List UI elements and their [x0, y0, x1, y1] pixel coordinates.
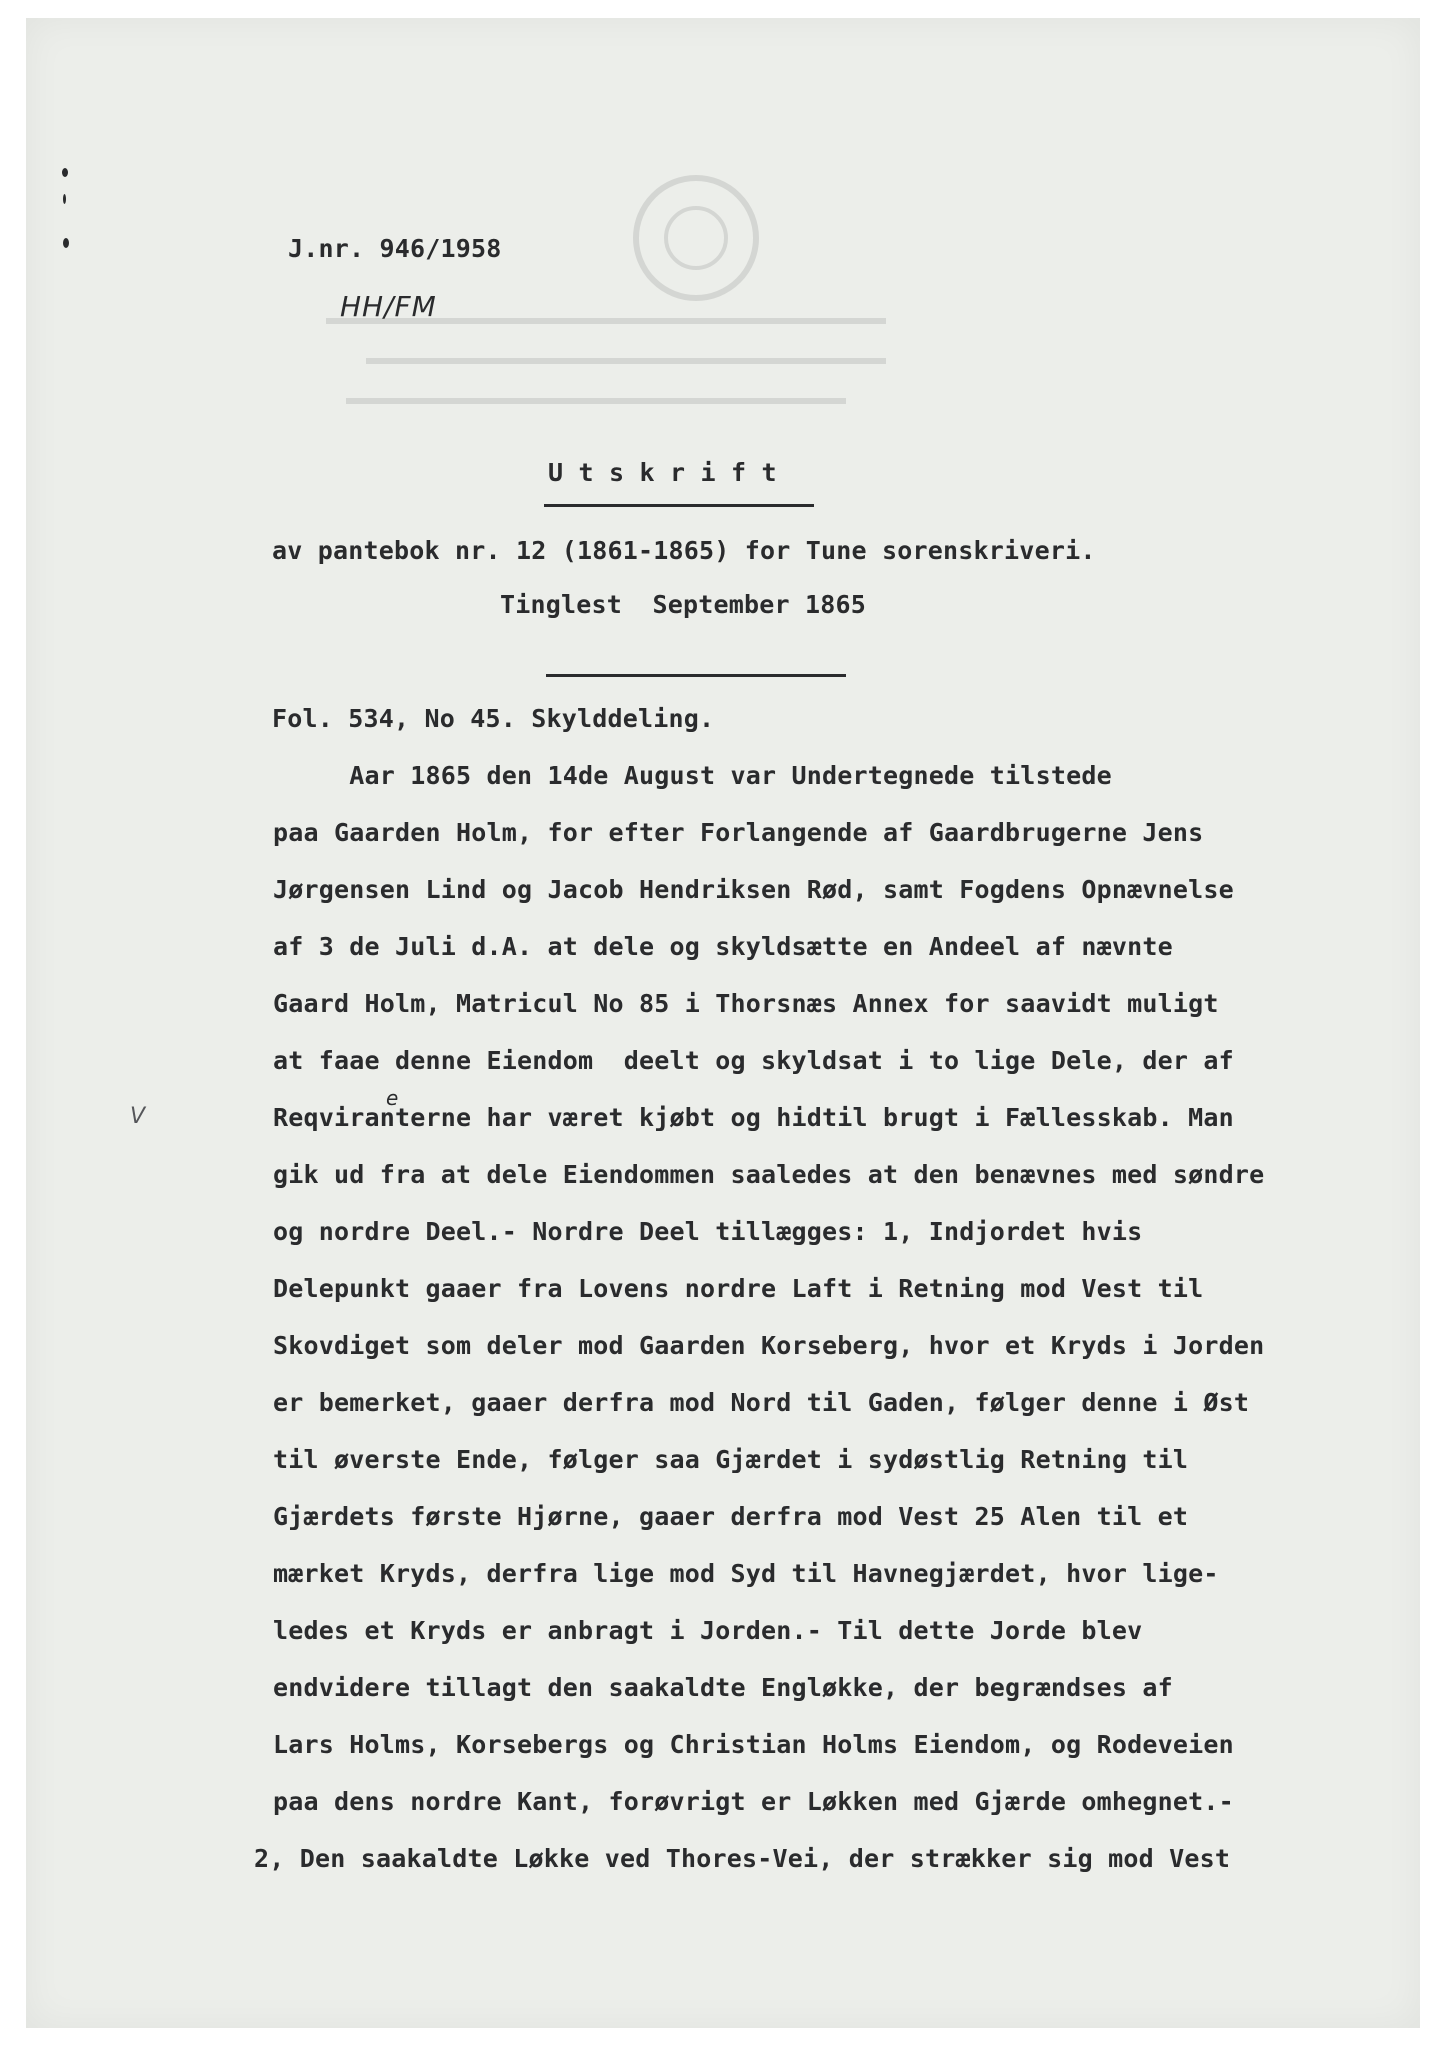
text-line: at faae denne Eiendom deelt og skyldsat i to lige Dele, der af: [273, 1046, 1234, 1075]
paper-sheet: [26, 18, 1420, 2028]
text-line: Skovdiget som deler mod Gaarden Korseberg, hvor et Kryds i Jorden: [273, 1331, 1265, 1360]
text-line: gik ud fra at dele Eiendommen saaledes at den benævnes med søndre: [273, 1160, 1265, 1189]
text-line: Aar 1865 den 14de August var Undertegnede tilstede: [273, 761, 1112, 790]
margin-tick-mark: V: [130, 1104, 147, 1129]
document-heading: U t s k r i f t: [548, 458, 777, 487]
folio-reference: Fol. 534, No 45. Skylddeling.: [272, 704, 715, 733]
text-line: Reqviranterne har været kjøbt og hidtil brugt i Fællesskab. Man: [273, 1103, 1234, 1132]
text-line: paa dens nordre Kant, forøvrigt er Løkken med Gjærde omhegnet.-: [273, 1787, 1234, 1816]
handwritten-initials: HH/FM: [340, 290, 437, 323]
text-line: paa Gaarden Holm, for efter Forlangende af Gaardbrugerne Jens: [273, 818, 1204, 847]
text-line: ledes et Kryds er anbragt i Jorden.- Til dette Jorde blev: [273, 1616, 1143, 1645]
text-line: Gjærdets første Hjørne, gaaer derfra mod Vest 25 Alen til et: [273, 1502, 1189, 1531]
text-line: endvidere tillagt den saakaldte Engløkke, der begrændses af: [273, 1673, 1173, 1702]
registration-date: Tinglest September 1865: [500, 590, 867, 619]
text-line: Jørgensen Lind og Jacob Hendriksen Rød, samt Fogdens Opnævnelse: [273, 875, 1234, 904]
margin-punch-mark: [62, 168, 68, 177]
correction-mark: e: [386, 1086, 400, 1110]
margin-punch-mark: [63, 194, 66, 204]
text-line: Delepunkt gaaer fra Lovens nordre Laft i Retning mod Vest til: [273, 1274, 1204, 1303]
text-line-last: 2, Den saakaldte Løkke ved Thores-Vei, der strækker sig mod Vest: [254, 1844, 1231, 1873]
source-reference: av pantebok nr. 12 (1861-1865) for Tune sorenskriveri.: [272, 536, 1096, 565]
text-line: og nordre Deel.- Nordre Deel tillægges: 1, Indjordet hvis: [273, 1217, 1143, 1246]
text-line: Lars Holms, Korsebergs og Christian Holms Eiendom, og Rodeveien: [273, 1730, 1234, 1759]
section-divider: [546, 674, 846, 677]
heading-underline: [544, 504, 814, 507]
text-line: af 3 de Juli d.A. at dele og skyldsætte en Andeel af nævnte: [273, 932, 1173, 961]
text-line: er bemerket, gaaer derfra mod Nord til Gaden, følger denne i Øst: [273, 1388, 1250, 1417]
margin-punch-mark: [63, 238, 69, 248]
text-line: Gaard Holm, Matricul No 85 i Thorsnæs Annex for saavidt muligt: [273, 989, 1219, 1018]
text-line: mærket Kryds, derfra lige mod Syd til Havnegjærdet, hvor lige-: [273, 1559, 1219, 1588]
journal-number: J.nr. 946/1958: [288, 234, 502, 263]
text-line: til øverste Ende, følger saa Gjærdet i sydøstlig Retning til: [273, 1445, 1189, 1474]
